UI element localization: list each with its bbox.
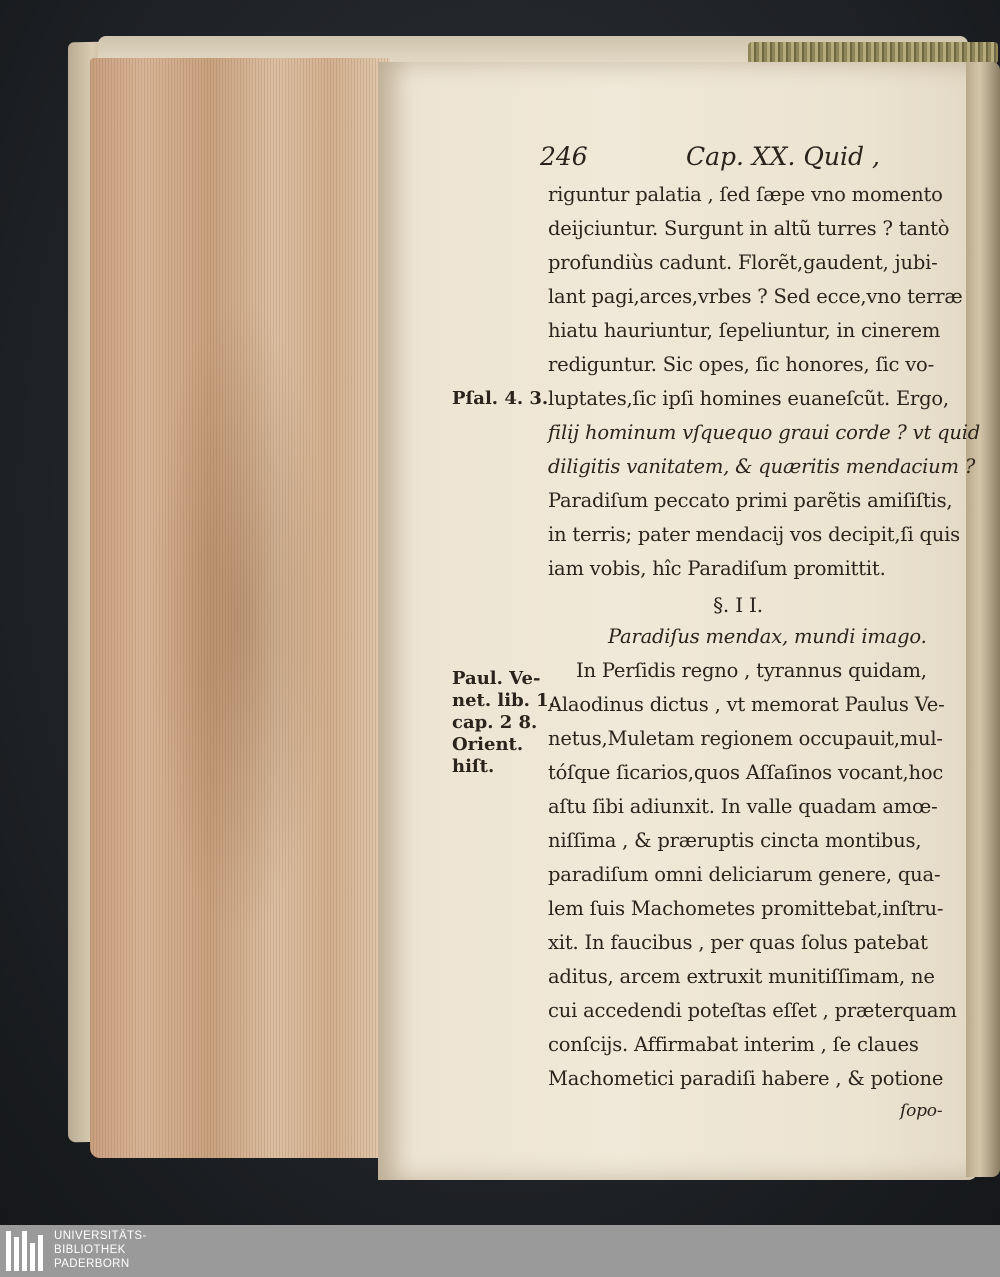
- logo-line: UNIVERSITÄTS-: [54, 1230, 147, 1242]
- library-footer: [0, 1225, 1000, 1277]
- text-line: Paradiſum peccato primi parẽtis amiſiſtis,: [548, 489, 953, 512]
- text-line: in terris; pater mendacij vos decipit,ſi quis: [548, 523, 960, 546]
- marginal-line: cap. 2 8.: [452, 712, 538, 733]
- running-head: [540, 136, 880, 176]
- text-line: netus,Muletam regionem occupauit,mul-: [548, 727, 943, 750]
- logo-line: PADERBORN: [54, 1258, 130, 1270]
- text-line: In Perſidis regno , tyrannus quidam,: [576, 659, 927, 682]
- text-line: lant pagi,arces,vrbes ? Sed ecce,vno terræ: [548, 285, 963, 308]
- marginal-line: Paul. Ve-: [452, 668, 541, 689]
- text-line: rediguntur. Sic opes, ſic honores, ſic vo-: [548, 353, 934, 376]
- text-line: Alaodinus dictus , vt memorat Paulus Ve-: [548, 693, 945, 716]
- text-line: hiatu hauriuntur, ſepeliuntur, in cinerem: [548, 319, 941, 342]
- text-line: niſſima , & præruptis cincta montibus,: [548, 829, 922, 852]
- chapter-title: Cap. XX. Quid ,: [686, 142, 880, 171]
- text-line: aſtu ſibi adiunxit. In valle quadam amœ-: [548, 795, 938, 818]
- text-line: xit. In faucibus , per quas ſolus patebat: [548, 931, 928, 954]
- text-line: iam vobis, hîc Paradiſum promittit.: [548, 557, 886, 580]
- text-line: deijciuntur. Surgunt in altũ turres ? tantò: [548, 217, 950, 240]
- text-line-italic: filij hominum vſquequo graui corde ? vt quid: [548, 421, 981, 444]
- library-logo-text: [54, 1229, 147, 1271]
- text-line: Machometici paradiſi habere , & potione: [548, 1067, 944, 1090]
- text-line: cui accedendi poteſtas eſſet , præterquam: [548, 999, 957, 1022]
- text-line: conſcijs. Affirmabat interim , ſe claues: [548, 1033, 919, 1056]
- spine-label: [748, 42, 998, 64]
- text-line-italic: diligitis vanitatem, & quæritis mendacium ?: [548, 455, 976, 478]
- section-title: Paradiſus mendax, mundi imago.: [608, 625, 927, 648]
- logo-line: BIBLIOTHEK: [54, 1244, 126, 1256]
- library-logo-icon: [6, 1231, 46, 1271]
- text-line: riguntur palatia , ſed ſæpe vno momento: [548, 183, 943, 206]
- page-right-edge: [966, 62, 1000, 1177]
- text-line: luptates,ſic ipſi homines euaneſcũt. Ergo,: [548, 387, 949, 410]
- text-line: paradiſum omni deliciarum genere, qua-: [548, 863, 941, 886]
- text-line: profundiùs cadunt. Florẽt,gaudent, jubi-: [548, 251, 938, 274]
- marginal-line: hiſt.: [452, 756, 495, 777]
- marginal-line: Orient.: [452, 734, 524, 755]
- marginal-note-psalm: Pſal. 4. 3.: [452, 388, 549, 409]
- text-line: lem ſuis Machometes promittebat,inſtru-: [548, 897, 944, 920]
- text-line: aditus, arcem extruxit munitiſſimam, ne: [548, 965, 935, 988]
- marginal-line: net. lib. 1.: [452, 690, 555, 711]
- fore-edge: [90, 58, 390, 1158]
- catchword: ſopo-: [900, 1101, 943, 1121]
- section-number: §. I I.: [713, 593, 763, 617]
- text-line: tóſque ſicarios,quos Aſſaſinos vocant,hoc: [548, 761, 944, 784]
- page-number: 246: [540, 142, 588, 171]
